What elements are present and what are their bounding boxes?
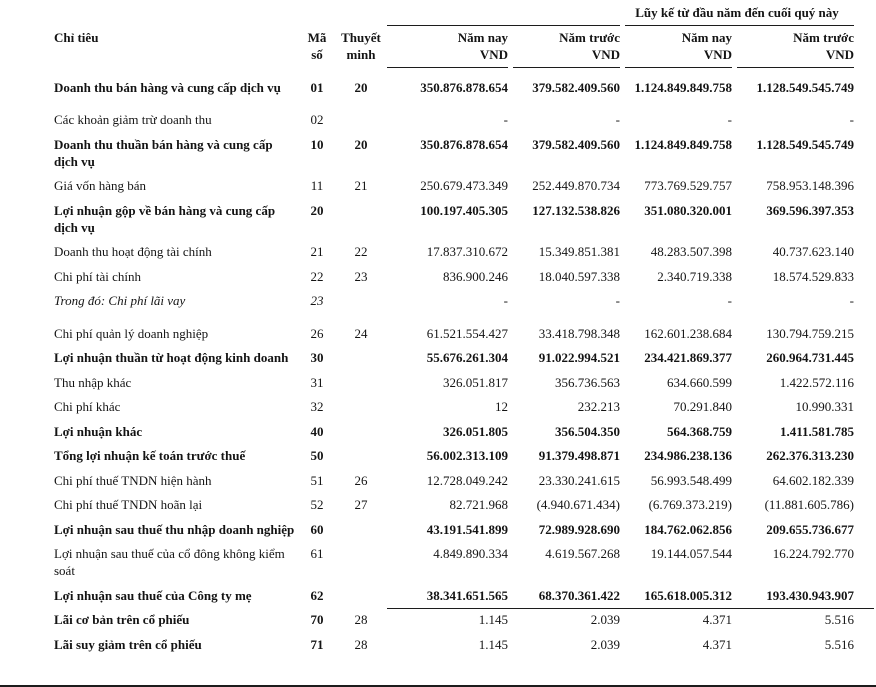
row-note: 26 <box>354 472 368 488</box>
row-value-cumulative-current-year: 70.291.840 <box>673 399 732 414</box>
row-code: 30 <box>310 350 324 365</box>
header-underline-col2 <box>513 67 620 68</box>
table-row <box>54 132 856 174</box>
code-column-header: Mã số <box>307 30 327 62</box>
row-value-prior-year: 127.132.538.826 <box>532 202 620 218</box>
table-row <box>54 419 856 444</box>
row-value-cumulative-current-year: - <box>727 293 732 308</box>
row-code: 21 <box>310 244 324 259</box>
row-code: 01 <box>310 79 324 95</box>
row-note: 27 <box>354 497 368 512</box>
row-code: 62 <box>310 587 324 603</box>
table-row <box>54 468 856 493</box>
row-value-cumulative-prior-year: 1.411.581.785 <box>779 423 854 439</box>
row-label: Lợi nhuận thuần từ hoạt động kinh doanh <box>54 350 289 365</box>
row-value-current-year: 350.876.878.654 <box>420 136 508 152</box>
header-rule-cumulative <box>625 25 854 26</box>
table-row <box>54 75 856 100</box>
table-row <box>54 542 856 584</box>
row-value-prior-year: 15.349.851.381 <box>538 244 620 259</box>
row-value-cumulative-prior-year: 18.574.529.833 <box>772 268 854 284</box>
table-row <box>54 321 856 346</box>
row-code: 11 <box>310 178 324 193</box>
row-value-current-year: 326.051.817 <box>443 374 508 390</box>
row-value-current-year: - <box>503 112 508 127</box>
header-underline-col1 <box>387 67 508 68</box>
row-label: Doanh thu bán hàng và cung cấp dịch vụ <box>54 79 281 95</box>
row-value-prior-year: 252.449.870.734 <box>532 178 620 193</box>
row-value-prior-year: 91.022.994.521 <box>538 350 620 365</box>
row-code: 40 <box>310 423 324 439</box>
row-note: 23 <box>354 268 368 284</box>
header-underline-col4 <box>737 67 854 68</box>
row-label: Chi phí tài chính <box>54 268 142 284</box>
row-value-cumulative-prior-year: 1.128.549.545.749 <box>756 79 854 95</box>
row-value-current-year: 100.197.405.305 <box>420 202 508 218</box>
row-value-prior-year: 2.039 <box>590 636 620 652</box>
row-value-cumulative-current-year: 1.124.849.849.758 <box>634 136 732 152</box>
row-code: 70 <box>310 612 324 627</box>
criteria-column-header: Chỉ tiêu <box>54 30 99 45</box>
row-value-cumulative-prior-year: 1.422.572.116 <box>779 374 854 390</box>
row-value-prior-year: - <box>615 293 620 308</box>
row-value-cumulative-current-year: 19.144.057.544 <box>650 546 732 561</box>
row-value-cumulative-prior-year: - <box>849 293 854 308</box>
column-header-cumulative-current-year: Năm nay VND <box>681 30 732 62</box>
row-code: 31 <box>310 374 324 390</box>
row-label: Lợi nhuận sau thuế của Công ty mẹ <box>54 587 252 603</box>
row-value-prior-year: 33.418.798.348 <box>538 325 620 341</box>
row-value-cumulative-prior-year: 64.602.182.339 <box>772 472 854 488</box>
row-code: 61 <box>310 546 324 561</box>
row-code: 20 <box>310 202 324 218</box>
table-row <box>54 583 856 608</box>
row-value-current-year: 250.679.473.349 <box>420 178 508 193</box>
row-label: Chi phí thuế TNDN hoãn lại <box>54 497 203 512</box>
row-value-prior-year: 91.379.498.871 <box>538 448 620 463</box>
row-value-cumulative-current-year: 773.769.529.757 <box>644 178 732 193</box>
row-label: Lợi nhuận sau thuế của cổ đông không kiểm soát <box>54 546 285 578</box>
table-row <box>54 198 856 240</box>
row-value-prior-year: 18.040.597.338 <box>538 268 620 284</box>
row-value-prior-year: 356.736.563 <box>555 374 620 390</box>
row-value-cumulative-current-year: 351.080.320.001 <box>644 202 732 218</box>
table-row <box>54 264 856 289</box>
column-header-cumulative-prior-year: Năm trước VND <box>793 30 854 62</box>
row-code: 23 <box>310 293 324 308</box>
row-label: Lợi nhuận gộp về bán hàng và cung cấp dịch vụ <box>54 202 276 235</box>
table-row <box>54 174 856 199</box>
table-row <box>54 517 856 542</box>
row-value-cumulative-current-year: 162.601.238.684 <box>644 325 732 341</box>
row-value-cumulative-prior-year: (11.881.605.786) <box>764 497 854 512</box>
row-value-current-year: 56.002.313.109 <box>426 448 508 463</box>
row-value-cumulative-prior-year: 209.655.736.677 <box>766 521 854 537</box>
row-value-current-year: 350.876.878.654 <box>420 79 508 95</box>
row-code: 51 <box>310 472 324 488</box>
note-column-header: Thuyết minh <box>341 30 381 62</box>
row-value-cumulative-prior-year: 130.794.759.215 <box>766 325 854 341</box>
row-code: 50 <box>310 448 324 463</box>
row-label: Lãi cơ bản trên cổ phiếu <box>54 612 190 627</box>
row-value-prior-year: - <box>615 112 620 127</box>
row-value-current-year: 1.145 <box>478 612 508 627</box>
row-code: 32 <box>310 399 324 414</box>
table-row <box>54 395 856 420</box>
row-note: 24 <box>354 325 368 341</box>
row-value-prior-year: 2.039 <box>590 612 620 627</box>
table-row <box>54 289 856 314</box>
row-value-cumulative-current-year: 165.618.005.312 <box>644 587 732 603</box>
row-value-cumulative-current-year: 48.283.507.398 <box>650 244 732 259</box>
row-code: 22 <box>310 268 324 284</box>
row-value-prior-year: 72.989.928.690 <box>538 521 620 537</box>
row-label: Doanh thu hoạt động tài chính <box>54 244 212 259</box>
row-note: 28 <box>354 636 368 652</box>
row-label: Tổng lợi nhuận kế toán trước thuế <box>54 448 246 463</box>
row-value-cumulative-prior-year: 16.224.792.770 <box>772 546 854 561</box>
header-rule-current-quarter <box>387 25 620 26</box>
row-label: Lãi suy giảm trên cổ phiếu <box>54 636 202 652</box>
table-row <box>54 240 856 265</box>
row-value-current-year: 836.900.246 <box>443 268 508 284</box>
row-value-cumulative-current-year: 56.993.548.499 <box>650 472 732 488</box>
row-value-current-year: 12 <box>495 399 508 414</box>
table-header <box>54 4 856 68</box>
row-value-cumulative-prior-year: 40.737.623.140 <box>772 244 854 259</box>
row-value-cumulative-current-year: 564.368.759 <box>667 423 732 439</box>
row-note: 28 <box>354 612 368 627</box>
row-value-cumulative-current-year: (6.769.373.219) <box>648 497 732 512</box>
row-value-current-year: 12.728.049.242 <box>426 472 508 488</box>
row-label: Thu nhập khác <box>54 374 132 390</box>
row-code: 60 <box>310 521 324 537</box>
row-value-prior-year: (4.940.671.434) <box>536 497 620 512</box>
row-value-cumulative-current-year: 4.371 <box>702 636 732 652</box>
row-label: Chi phí khác <box>54 399 121 414</box>
table-row <box>54 632 856 657</box>
row-value-cumulative-current-year: 234.421.869.377 <box>644 350 732 365</box>
row-label: Doanh thu thuần bán hàng và cung cấp dịch vụ <box>54 136 273 169</box>
row-value-cumulative-prior-year: 10.990.331 <box>795 399 854 414</box>
table-body <box>54 75 856 657</box>
row-code: 10 <box>310 136 324 152</box>
row-value-prior-year: 232.213 <box>577 399 620 414</box>
row-code: 26 <box>310 325 324 341</box>
row-value-cumulative-current-year: 184.762.062.856 <box>644 521 732 537</box>
table-row <box>54 346 856 371</box>
table-row <box>54 608 856 633</box>
row-value-current-year: 326.051.805 <box>443 423 508 439</box>
row-value-current-year: 4.849.890.334 <box>433 546 508 561</box>
row-value-current-year: 61.521.554.427 <box>426 325 508 341</box>
row-value-prior-year: 23.330.241.615 <box>538 472 620 488</box>
row-note: 20 <box>354 79 368 95</box>
row-label: Các khoản giảm trừ doanh thu <box>54 112 212 127</box>
row-value-prior-year: 379.582.409.560 <box>532 79 620 95</box>
row-label: Chi phí quản lý doanh nghiệp <box>54 325 209 341</box>
row-value-cumulative-prior-year: 262.376.313.230 <box>766 448 854 463</box>
row-value-current-year: - <box>503 293 508 308</box>
row-value-cumulative-prior-year: 193.430.943.907 <box>766 587 854 603</box>
row-label: Lợi nhuận sau thuế thu nhập doanh nghiệp <box>54 521 295 537</box>
row-value-cumulative-current-year: 234.986.238.136 <box>644 448 732 463</box>
row-value-cumulative-current-year: 4.371 <box>702 612 732 627</box>
row-code: 52 <box>310 497 324 512</box>
table-row <box>54 493 856 518</box>
row-value-current-year: 55.676.261.304 <box>426 350 508 365</box>
row-value-cumulative-prior-year: 369.596.397.353 <box>766 202 854 218</box>
row-label: Trong đó: Chi phí lãi vay <box>54 293 186 308</box>
row-value-cumulative-current-year: - <box>727 112 732 127</box>
row-value-current-year: 43.191.541.899 <box>426 521 508 537</box>
row-value-cumulative-current-year: 634.660.599 <box>667 374 732 390</box>
row-note: 22 <box>354 244 368 259</box>
header-underline-col3 <box>625 67 732 68</box>
row-value-cumulative-prior-year: 260.964.731.445 <box>766 350 854 365</box>
column-header-prior-year: Năm trước VND <box>559 30 620 62</box>
table-row <box>54 444 856 469</box>
row-note: 20 <box>354 136 368 152</box>
table-row <box>54 370 856 395</box>
row-value-cumulative-prior-year: 758.953.148.396 <box>766 178 854 193</box>
row-value-cumulative-prior-year: 5.516 <box>824 612 854 627</box>
table-separator-rule <box>387 608 874 609</box>
row-code: 71 <box>310 636 324 652</box>
row-label: Chi phí thuế TNDN hiện hành <box>54 472 212 488</box>
row-value-current-year: 17.837.310.672 <box>426 244 508 259</box>
row-note: 21 <box>354 178 368 193</box>
row-label: Giá vốn hàng bán <box>54 178 147 193</box>
row-value-current-year: 82.721.968 <box>449 497 508 512</box>
column-header-current-year: Năm nay VND <box>457 30 508 62</box>
table-row <box>54 108 856 133</box>
row-value-cumulative-prior-year: 1.128.549.545.749 <box>756 136 854 152</box>
row-value-cumulative-prior-year: - <box>849 112 854 127</box>
row-value-current-year: 38.341.651.565 <box>426 587 508 603</box>
row-value-prior-year: 356.504.350 <box>555 423 620 439</box>
row-value-cumulative-current-year: 1.124.849.849.758 <box>634 79 732 95</box>
row-value-prior-year: 379.582.409.560 <box>532 136 620 152</box>
row-value-current-year: 1.145 <box>478 636 508 652</box>
row-label: Lợi nhuận khác <box>54 423 143 439</box>
row-code: 02 <box>310 112 324 127</box>
row-value-prior-year: 4.619.567.268 <box>545 546 620 561</box>
row-value-prior-year: 68.370.361.422 <box>538 587 620 603</box>
row-value-cumulative-current-year: 2.340.719.338 <box>657 268 732 284</box>
cumulative-period-header: Lũy kế từ đầu năm đến cuối quý này <box>635 5 839 20</box>
row-value-cumulative-prior-year: 5.516 <box>824 636 854 652</box>
